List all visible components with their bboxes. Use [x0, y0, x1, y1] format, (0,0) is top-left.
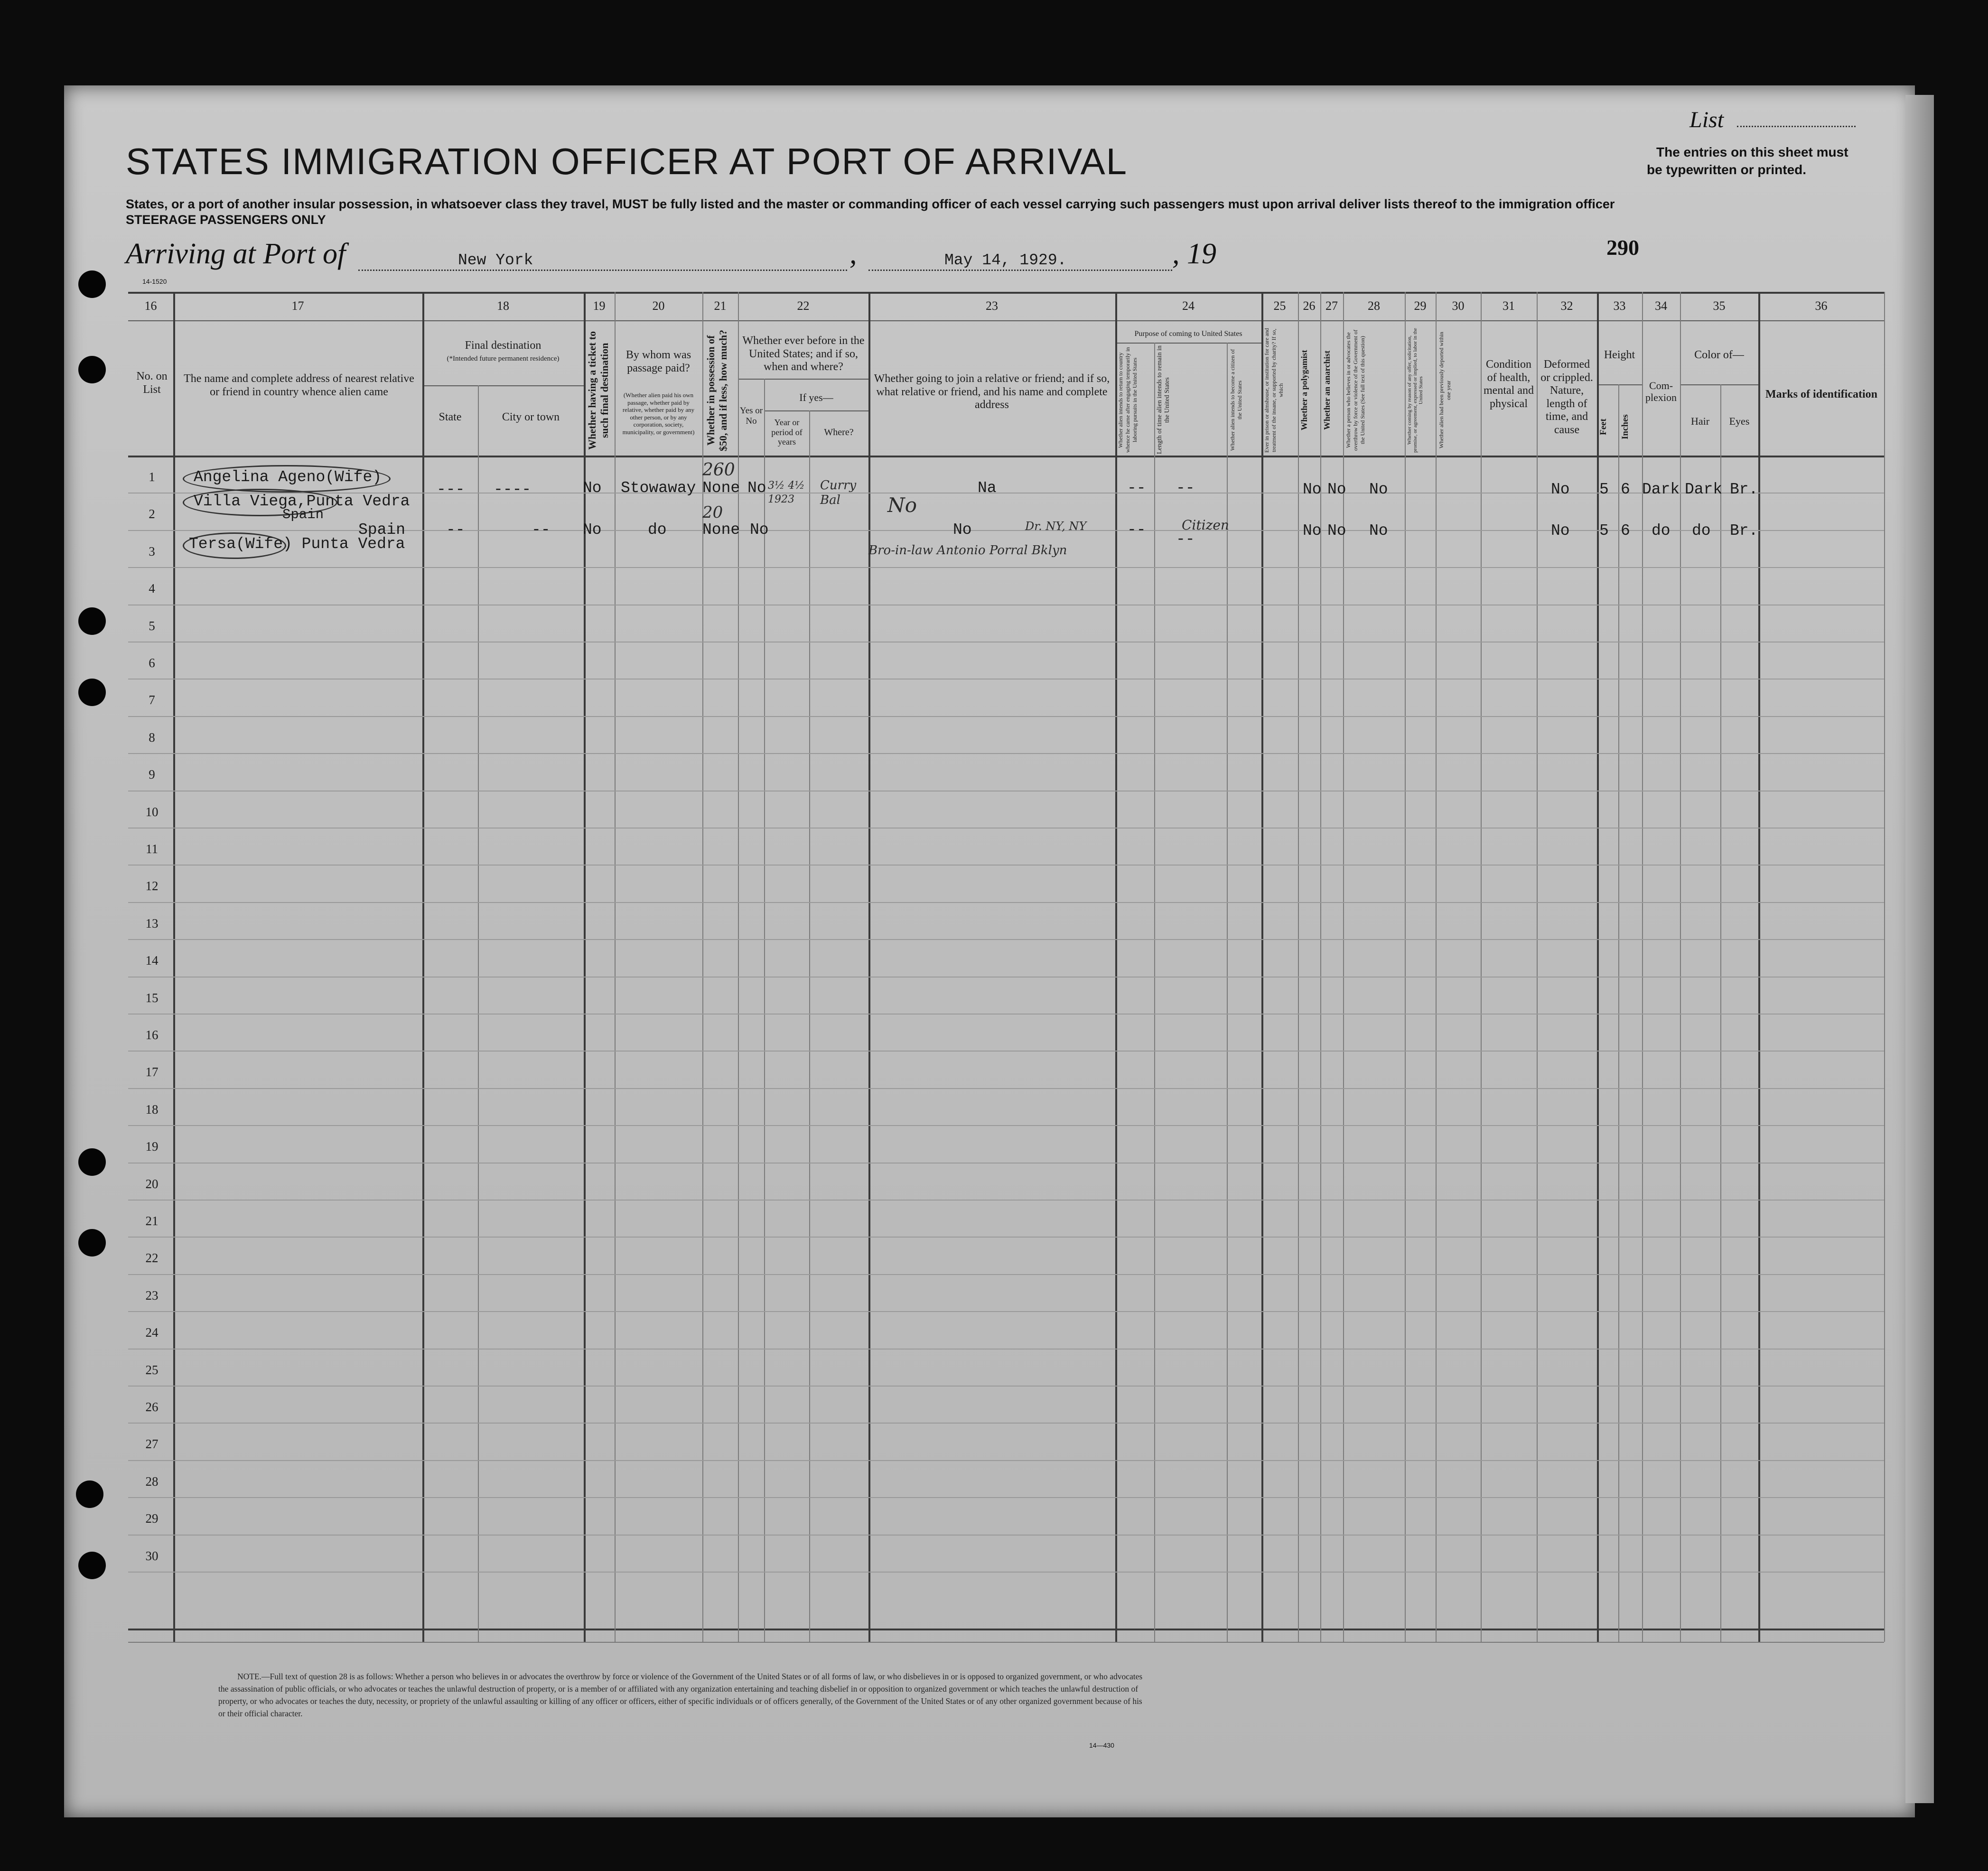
colnum-36: 36: [1815, 299, 1828, 313]
row1-eyes: Br.: [1730, 481, 1758, 498]
colnum-30: 30: [1452, 299, 1465, 313]
row1-polygamist: No: [1303, 481, 1322, 498]
form-code: 14-1520: [142, 278, 167, 285]
row1-where-hand: Curry Bal: [820, 478, 857, 508]
header-complexion: Com-plexion: [1645, 380, 1677, 404]
row2-citizen-hand: Citizen: [1182, 517, 1229, 533]
manifest-sheet: [64, 85, 1915, 1817]
colnum-21: 21: [714, 299, 727, 313]
row-number: 24: [145, 1325, 159, 1340]
row-number: 14: [145, 953, 159, 968]
row-number: 6: [149, 656, 155, 670]
colnum-24: 24: [1182, 299, 1195, 313]
row-number: 1: [149, 470, 155, 484]
colnum-35: 35: [1713, 299, 1726, 313]
header-prison: Ever in prison or almshouse, or institution for care and treatment of the insane, or supported by charity? If so, which: [1263, 328, 1284, 453]
row-number: 5: [149, 618, 155, 633]
list-label: List: [1689, 107, 1724, 132]
row2-paid-by: do: [648, 521, 667, 539]
col-divider: [764, 379, 765, 1642]
table-foot-rule: [128, 1642, 1884, 1643]
row1-return: --: [1127, 479, 1146, 497]
row2-join-hand: Bro-in-law Antonio Porral Bklyn: [868, 543, 1067, 558]
header-health: Condition of health, mental and physical: [1484, 358, 1534, 410]
row1-relative-name: Angelina Ageno(Wife): [194, 468, 382, 486]
row2-complexion: do: [1652, 522, 1671, 540]
row-rule: [128, 902, 1884, 903]
row2-relative-country: Spain: [358, 521, 406, 539]
row-rule: [128, 1386, 1884, 1387]
row-rule: [128, 1237, 1884, 1238]
row2-inches: 6: [1621, 522, 1630, 540]
instruction-text: States, or a port of another insular possession, in whatsoever class they travel, MUST be fully listed and the master or commanding officer of each vessel carrying such passengers must upon arrival deliver lists thereof to the immigration officer: [126, 197, 1615, 211]
row2-return: --: [1127, 521, 1146, 539]
row-number: 30: [145, 1548, 159, 1563]
row-number: 10: [145, 804, 159, 819]
punch-hole: [78, 1229, 106, 1257]
row2-join-hand-2: Dr. NY, NY: [1025, 520, 1087, 533]
header-height: Height: [1604, 349, 1635, 361]
col-divider: [1436, 292, 1437, 1642]
c24-subrule: [1115, 343, 1261, 344]
col-divider: [1680, 292, 1681, 1642]
row1-anarchist: No: [1327, 481, 1346, 498]
row1-feet: 5: [1599, 481, 1609, 498]
row-number: 3: [149, 544, 155, 559]
year-suffix: , 19: [1172, 238, 1216, 270]
row2-feet: 5: [1599, 522, 1609, 540]
header-final-destination-sub: (*Intended future permanent residence): [447, 355, 560, 363]
punch-hole: [78, 356, 106, 383]
row-number: 7: [149, 693, 155, 707]
page-title: STATES IMMIGRATION OFFICER AT PORT OF ARRIVAL: [126, 140, 1128, 182]
header-money: Whether in possession of $50, and if less, how much?: [705, 329, 729, 451]
port-line: [358, 270, 847, 271]
col-divider: [1115, 292, 1117, 1642]
colnum-32: 32: [1560, 299, 1573, 313]
colnum-28: 28: [1368, 299, 1380, 313]
row-rule: [128, 1460, 1884, 1461]
row-number: 27: [145, 1437, 159, 1452]
row2-eyes: Br.: [1730, 522, 1758, 540]
col-divider: [868, 292, 870, 1642]
page-number: 290: [1606, 235, 1639, 260]
row1-complexion: Dark: [1642, 481, 1680, 498]
table-top-rule: [128, 292, 1884, 294]
row-number: 28: [145, 1474, 159, 1489]
row-number: 17: [145, 1065, 159, 1080]
passenger-class: STEERAGE PASSENGERS ONLY: [126, 213, 326, 227]
colnum-33: 33: [1613, 299, 1626, 313]
row-rule: [128, 1200, 1884, 1201]
header-length-stay: Length of time alien intends to remain in the United States: [1156, 345, 1171, 455]
header-passage-paid: By whom was passage paid?: [625, 349, 691, 374]
row2-city: --: [532, 521, 551, 539]
col-divider: [173, 292, 175, 1642]
entries-note-1: The entries on this sheet must: [1656, 145, 1848, 159]
header-color: Color of—: [1694, 349, 1744, 361]
row-rule: [128, 1423, 1884, 1424]
c18-subrule: [422, 385, 584, 386]
row-rule: [128, 1088, 1884, 1089]
row-rule: [128, 1497, 1884, 1498]
row-rule: [128, 1125, 1884, 1126]
header-eyes: Eyes: [1729, 415, 1750, 427]
col-divider: [1405, 292, 1406, 1642]
punch-hole: [78, 1148, 106, 1176]
c22-subrule-2: [764, 410, 868, 411]
header-yes-no: Yes or No: [739, 406, 763, 426]
row-rule: [128, 1349, 1884, 1350]
header-bottom-rule: [128, 456, 1884, 457]
row1-before: No: [747, 479, 766, 497]
row1-state: ---: [437, 481, 465, 498]
row-number: 15: [145, 990, 159, 1005]
row2-before: No: [750, 521, 769, 539]
header-ticket: Whether having a ticket to such final destination: [586, 331, 610, 450]
comma: ,: [849, 238, 857, 270]
punch-hole: [78, 607, 106, 635]
row2-length: --: [1176, 531, 1195, 548]
port-value: New York: [458, 251, 533, 269]
row2-polygamist: No: [1303, 522, 1322, 540]
colnum-27: 27: [1325, 299, 1338, 313]
row1-join-hand: No: [887, 493, 917, 517]
row-rule: [128, 679, 1884, 680]
row-number: 20: [145, 1176, 159, 1191]
col-divider: [1618, 384, 1619, 1642]
row1-money-hand: 260: [702, 460, 735, 480]
row-rule: [128, 1014, 1884, 1015]
colnum-29: 29: [1414, 299, 1427, 313]
row-number: 21: [145, 1214, 159, 1228]
col-divider: [1154, 343, 1155, 1642]
header-where: Where?: [824, 427, 854, 437]
header-period: Year or period of years: [771, 418, 803, 447]
arriving-label: Arriving at Port of: [126, 238, 346, 270]
row1-hair: Dark: [1685, 481, 1723, 498]
footer-form-code: 14—430: [1089, 1741, 1114, 1749]
header-no-on-list: No. on List: [136, 370, 168, 396]
row2-money-hand: 20: [702, 503, 723, 522]
col-divider: [1597, 292, 1599, 1642]
row-number: 23: [145, 1288, 159, 1303]
row-number: 4: [149, 581, 155, 596]
col-divider: [1884, 292, 1885, 1642]
header-feet: Feet: [1598, 419, 1608, 436]
row-rule: [128, 939, 1884, 940]
colnum-23: 23: [986, 299, 998, 313]
colnum-22: 22: [797, 299, 810, 313]
row1-advocate: No: [1369, 481, 1388, 498]
sheet-edge: [1905, 95, 1934, 1803]
colnum-17: 17: [291, 299, 304, 313]
row-number: 18: [145, 1102, 159, 1117]
col-divider: [615, 292, 616, 1642]
header-purpose: Purpose of coming to United States: [1134, 330, 1242, 338]
row1-money: None: [702, 479, 740, 497]
header-inches: Inches: [1620, 414, 1630, 440]
row-rule: [128, 716, 1884, 717]
col-divider: [422, 292, 424, 1642]
list-number-line: [1737, 126, 1856, 127]
row2-ticket: No: [583, 521, 602, 539]
row1-city: ----: [494, 481, 532, 498]
header-deformed: Deformed or crippled. Nature, length of time, and cause: [1540, 358, 1593, 436]
row-number: 25: [145, 1362, 159, 1377]
row2-relative: Tersa(Wife) Punta Vedra: [189, 535, 405, 553]
row-rule: [128, 1572, 1884, 1573]
header-anarchist: Whether an anarchist: [1322, 350, 1332, 430]
row1-relative-address: Villa Viega,Punta Vedra: [194, 493, 410, 510]
date-line: [868, 270, 1172, 271]
c22-subrule: [738, 379, 868, 380]
colnum-31: 31: [1503, 299, 1515, 313]
table-bottom-rule: [128, 1629, 1884, 1630]
row1-join: Na: [978, 479, 997, 497]
row-number: 22: [145, 1251, 159, 1266]
header-citizen-intent: Whether alien intends to become a citizen of the United States: [1229, 349, 1243, 451]
header-if-yes: If yes—: [799, 391, 833, 403]
colnum-34: 34: [1655, 299, 1667, 313]
punch-hole: [76, 1480, 103, 1508]
header-return-intent: Whether alien intends to return to country whence he came after engaging temporarily in laboring pursuits in the United States: [1117, 347, 1138, 453]
row1-ticket: No: [583, 479, 602, 497]
row-number: 13: [145, 916, 159, 931]
row2-money: None: [702, 521, 740, 539]
row1-relative-country: Spain: [282, 507, 324, 522]
row-number: 29: [145, 1511, 159, 1526]
col-divider: [1537, 292, 1538, 1642]
header-marks: Marks of identification: [1765, 388, 1877, 400]
punch-hole: [78, 270, 106, 298]
row-number: 19: [145, 1139, 159, 1154]
colnum-19: 19: [593, 299, 606, 313]
colnum-25: 25: [1273, 299, 1286, 313]
header-passage-paid-sub: (Whether alien paid his own passage, whether paid by relative, whether paid by any other person, or by any corporation, society, municipality, or government): [622, 391, 695, 436]
row2-hair: do: [1692, 522, 1711, 540]
row-number: 12: [145, 879, 159, 894]
col-divider: [1227, 343, 1228, 1642]
row-number: 16: [145, 1028, 159, 1042]
colnum-16: 16: [144, 299, 157, 313]
punch-hole: [78, 1552, 106, 1579]
row1-deformed: No: [1551, 481, 1570, 498]
row2-join: No: [953, 521, 972, 539]
header-final-destination: Final destination: [465, 339, 541, 352]
row-rule: [128, 1274, 1884, 1275]
row-rule: [128, 1311, 1884, 1312]
header-relative: The name and complete address of nearest relative or friend in country whence alien came: [184, 372, 414, 398]
entries-note-2: be typewritten or printed.: [1647, 162, 1807, 177]
colnum-18: 18: [497, 299, 509, 313]
header-state: State: [439, 411, 462, 423]
colnum-rule: [128, 320, 1884, 321]
row-rule: [128, 865, 1884, 866]
col-divider: [1261, 292, 1263, 1642]
col-divider: [1758, 292, 1760, 1642]
row-rule: [128, 753, 1884, 754]
row2-deformed: No: [1551, 522, 1570, 540]
row2-anarchist: No: [1327, 522, 1346, 540]
row-number: 8: [149, 730, 155, 745]
row1-inches: 6: [1621, 481, 1630, 498]
header-polygamist: Whether a polygamist: [1299, 350, 1309, 431]
row1-paid-by: Stowaway: [621, 479, 696, 497]
footer-note: NOTE.—Full text of question 28 is as follows: Whether a person who believes in or advocates the overthrow by force or violence of the Government of the United States or of all forms of law, or who disbelieves in or is opposed to organized government, or who advocates the assassination of public officials, or who advocates or teaches the unlawful destruction of property, or is a member of or affiliated with any organization entertaining and teaching disbelief in or opposition to organized government or which teaches the unlawful destruction of property, or who advocates or teaches the duty, necessity, or propriety of the unlawful assaulting or killing of any officer or officers, either of specific individuals or of officers generally, of the Government of the United States or of any other organized government because of his or their official character.: [218, 1672, 1143, 1718]
header-city: City or town: [502, 411, 560, 423]
row-rule: [128, 1163, 1884, 1164]
row2-advocate: No: [1369, 522, 1388, 540]
colnum-26: 26: [1303, 299, 1316, 313]
punch-hole: [78, 679, 106, 706]
row-rule: [128, 1535, 1884, 1536]
header-hair: Hair: [1690, 415, 1710, 427]
header-contract-labor: Whether coming by reason of any offer, solicitation, promise, or agreement, expressed or implied, to labor in the United States: [1407, 328, 1424, 453]
row-number: 2: [149, 507, 155, 521]
row1-period-hand: 3½ 4½ 1923: [768, 480, 805, 505]
row-rule: [128, 567, 1884, 568]
col-divider: [809, 410, 810, 1642]
col-divider: [1481, 292, 1482, 1642]
col-divider: [1298, 292, 1299, 1642]
row-rule: [128, 1051, 1884, 1052]
row2-state: --: [446, 521, 465, 539]
c33-subrule: [1597, 384, 1642, 385]
col-divider: [1720, 384, 1721, 1642]
header-joining: Whether going to join a relative or friend; and if so, what relative or friend, and his name and complete address: [874, 372, 1110, 411]
row-number: 9: [149, 767, 155, 782]
colnum-20: 20: [652, 299, 665, 313]
row-number: 11: [146, 842, 158, 856]
header-before-in-us: Whether ever before in the United States; and if so, when and where?: [742, 335, 865, 373]
header-advocate: Whether a person who believes in or advocates the overthrow by force or violence of the Government of the United States (See full text of this question): [1345, 329, 1366, 451]
row-number: 26: [145, 1400, 159, 1414]
date-value: May 14, 1929.: [944, 251, 1067, 269]
header-deported: Whether alien had been previously deported within one year: [1438, 332, 1452, 449]
c35-subrule: [1680, 384, 1758, 385]
row1-length: --: [1176, 479, 1195, 497]
